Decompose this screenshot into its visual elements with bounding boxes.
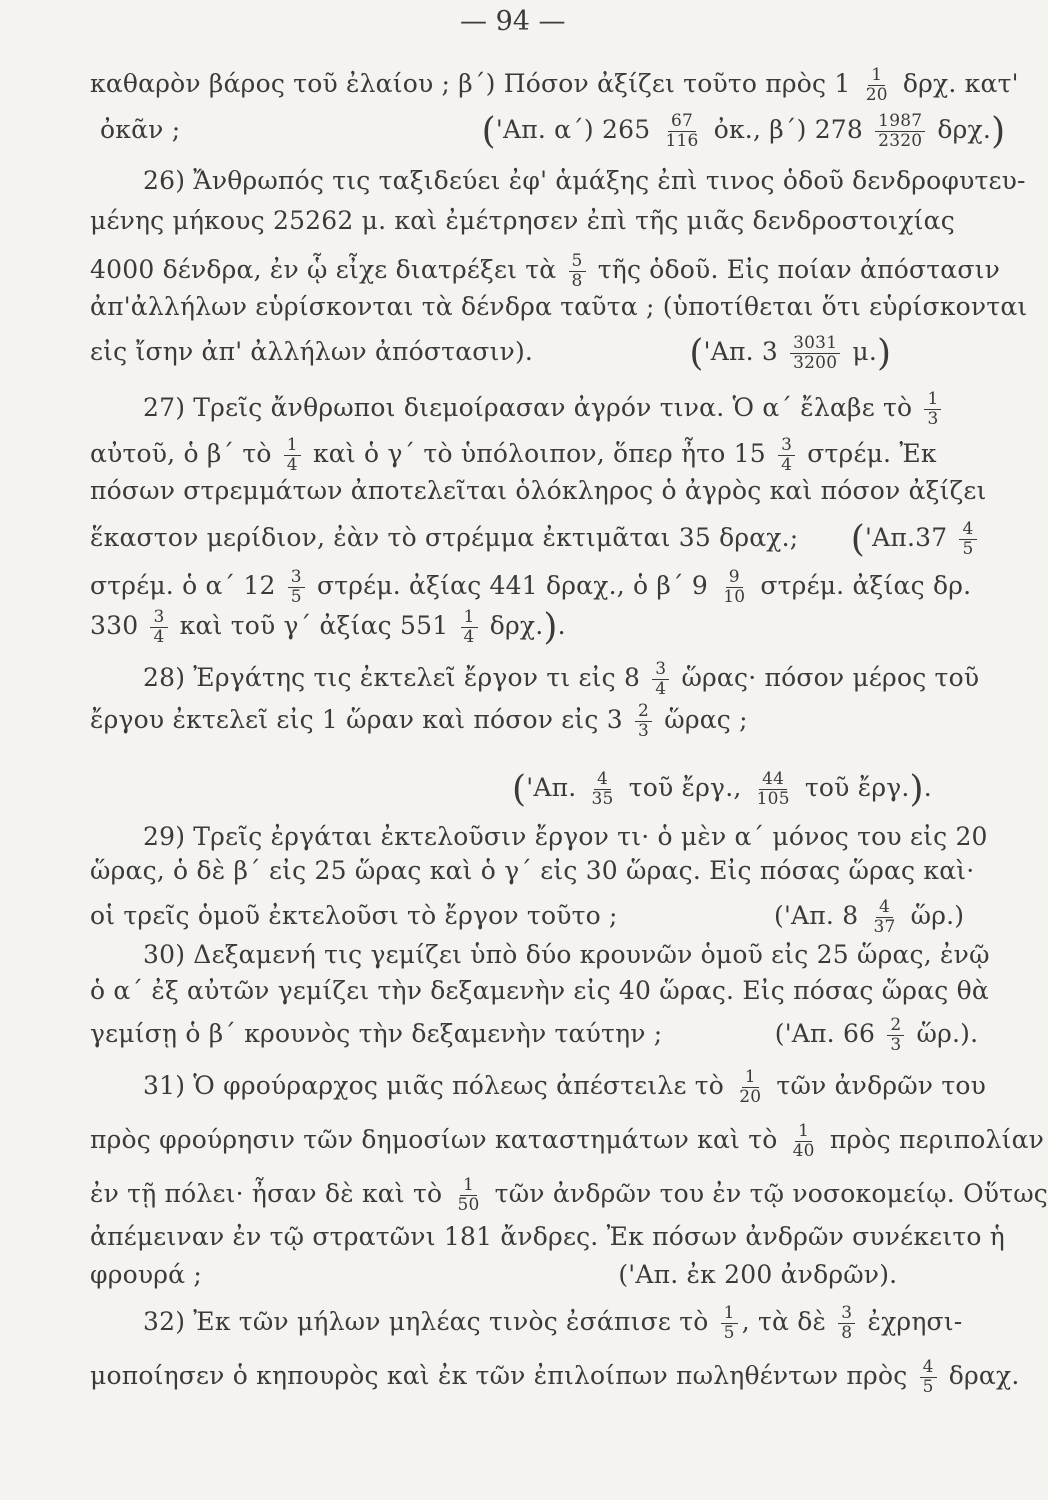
fraction: $\frac{1987}{2320}$	[875, 112, 925, 151]
answer-text: τοῦ ἔργ.	[804, 773, 910, 802]
text-segment: φρουρά ;	[90, 1260, 203, 1289]
text-segment: , τὰ δὲ	[741, 1307, 827, 1336]
fraction: $\frac{67}{116}$	[665, 111, 699, 151]
fraction: $\frac{1}{4}$	[284, 436, 301, 475]
fraction: $\frac{3}{4}$	[778, 436, 795, 475]
text-line-15	[90, 702, 748, 741]
text-segment: στρέμ. Ἐκ	[807, 439, 937, 468]
fraction: $\frac{2}{3}$	[887, 1016, 904, 1055]
fraction: $\frac{5}{8}$	[569, 252, 586, 291]
text-segment: γεμίσῃ ὁ β΄ κρουνὸς τὴν δεξαμενὴν ταύτην ;	[90, 1019, 663, 1048]
text-segment: εἰς ἴσην ἀπ' ἀλλήλων ἀπόστασιν).	[90, 337, 534, 366]
answer-text: 'Απ.37	[865, 523, 948, 552]
text-segment: καὶ τοῦ γ΄ ἀξίας 551	[179, 611, 449, 640]
text-segment: ἐχρησι-	[867, 1307, 963, 1336]
text-line-28	[143, 1304, 962, 1343]
fraction: $\frac{3}{5}$	[288, 568, 305, 607]
text-segment: δρχ. κατ'	[902, 69, 1019, 98]
text-line-13: 330 $\frac{3}{4}$ καὶ τοῦ γ΄ ἀξίας 551 $\frac{1}{4}$ δρχ.).	[90, 607, 566, 648]
text-line-20: 30) Δεξαμενή τις γεμίζει ὑπὸ δύο κρουνῶν ὁμοῦ εἰς 25 ὥρας, ἐνῷ	[143, 940, 990, 969]
text-segment: ἐν τῇ πόλει· ἦσαν δὲ καὶ τὸ	[90, 1179, 443, 1208]
text-segment: οἱ τρεῖς ὁμοῦ ἐκτελοῦσι τὸ ἔργον τοῦτο ;	[90, 901, 618, 930]
text-line-26: ἀπέμειναν ἐν τῷ στρατῶνι 181 ἄνδρες. Ἐκ πόσων ἀνδρῶν συνέκειτο ἡ	[90, 1222, 1005, 1251]
text-segment: 31) Ὁ φρούραρχος μιᾶς πόλεως ἀπέστειλε τὸ	[143, 1071, 725, 1100]
answer-text: 'Απ. 3	[703, 337, 778, 366]
text-segment: τῶν ἀνδρῶν του ἐν τῷ νοσοκομείῳ. Οὕτως	[494, 1179, 1048, 1208]
text-line-24	[90, 1122, 1044, 1161]
answer-text: τοῦ ἔργ.,	[628, 773, 742, 802]
text-line-16: ('Απ. $\frac{4}{35}$ τοῦ ἔργ., $\frac{44}{105}$ τοῦ ἔργ.).	[512, 769, 932, 810]
text-line-18: ὥρας, ὁ δὲ β΄ εἰς 25 ὥρας καὶ ὁ γ΄ εἰς 30 ὥρας. Εἰς πόσας ὥρας καὶ·	[90, 856, 975, 885]
answer-text: ('Απ. ἐκ 200 ἀνδρῶν).	[618, 1260, 898, 1289]
text-segment: ἕκαστον μερίδιον, ἐὰν τὸ στρέμμα ἐκτιμᾶται 35 δραχ.;	[90, 523, 799, 552]
text-segment: καθαρὸν βάρος τοῦ ἐλαίου ; β΄) Πόσον ἀξίζει τοῦτο πρὸς 1	[90, 69, 851, 98]
text-segment: 28) Ἐργάτης τις ἐκτελεῖ ἔργον τι εἰς 8	[143, 663, 641, 692]
answer-text: ὥρ.)	[910, 901, 965, 930]
text-line-17: 29) Τρεῖς ἐργάται ἐκτελοῦσιν ἔργον τι· ὁ μὲν α΄ μόνος του εἰς 20	[143, 822, 988, 851]
text-line-19	[90, 898, 964, 937]
fraction: $\frac{4}{5}$	[959, 520, 976, 559]
text-segment: στρέμ. ἀξίας 441 δραχ., ὁ β΄ 9	[316, 571, 709, 600]
answer-text: 'Απ. α΄) 265	[495, 115, 651, 144]
text-segment: 330	[90, 611, 139, 640]
fraction: $\frac{1}{20}$	[865, 65, 888, 105]
text-segment: 27) Τρεῖς ἄνθρωποι διεμοίρασαν ἀγρόν τινα. Ὁ α΄ ἔλαβε τὸ	[143, 393, 913, 422]
answer-text: ('Απ. 66	[774, 1019, 876, 1048]
text-segment: ἔργου ἐκτελεῖ εἰς 1 ὥραν καὶ πόσον εἰς 3	[90, 705, 623, 734]
fraction: $\frac{1}{5}$	[721, 1304, 738, 1343]
fraction: $\frac{44}{105}$	[756, 769, 790, 809]
text-line-23	[143, 1068, 986, 1107]
text-line-29	[90, 1358, 1019, 1397]
text-line-5	[90, 252, 1000, 291]
fraction: $\frac{1}{40}$	[792, 1121, 815, 1161]
text-segment: δρχ.	[489, 611, 544, 640]
fraction: $\frac{3}{4}$	[150, 608, 167, 647]
text-line-25	[90, 1176, 1048, 1215]
text-line-27	[90, 1260, 897, 1290]
fraction: $\frac{9}{10}$	[723, 567, 746, 607]
fraction: $\frac{3031}{3200}$	[790, 334, 840, 373]
text-line-6: ἀπ'ἀλλήλων εὑρίσκονται τὰ δένδρα ταῦτα ; (ὑποτίθεται ὅτι εὑρίσκονται	[90, 292, 1028, 321]
text-line-10: πόσων στρεμμάτων ἀποτελεῖται ὁλόκληρος ὁ ἀγρὸς καὶ πόσον ἀξίζει	[90, 476, 987, 505]
answer-text: 'Απ.	[526, 773, 577, 802]
text-line-3: 26) Ἄνθρωπός τις ταξιδεύει ἐφ' ἁμάξης ἐπὶ τινος ὁδοῦ δενδροφυτευ-	[143, 166, 1026, 195]
text-segment: μοποίησεν ὁ κηπουρὸς καὶ ἐκ τῶν ἐπιλοίπων πωληθέντων πρὸς	[90, 1361, 908, 1390]
text-segment: 32) Ἐκ τῶν μήλων μηλέας τινὸς ἐσάπισε τὸ	[143, 1307, 709, 1336]
fraction: $\frac{1}{20}$	[739, 1067, 762, 1107]
text-segment: καὶ ὁ γ΄ τὸ ὑπόλοιπον, ὅπερ ἦτο 15	[312, 439, 766, 468]
fraction: $\frac{4}{37}$	[873, 897, 896, 937]
fraction: $\frac{1}{4}$	[461, 608, 478, 647]
text-segment: στρέμ. ὁ α΄ 12	[90, 571, 276, 600]
text-segment: ὀκᾶν ;	[100, 115, 181, 144]
text-segment: ὥρας· πόσον μέρος τοῦ	[681, 663, 980, 692]
text-line-21: ὁ α΄ ἐξ αὐτῶν γεμίζει τὴν δεξαμενὴν εἰς 40 ὥρας. Εἰς πόσας ὥρας θὰ	[90, 976, 989, 1005]
fraction: $\frac{3}{4}$	[652, 660, 669, 699]
answer-text: ('Απ. 8	[773, 901, 859, 930]
text-segment: πρὸς φρούρησιν τῶν δημοσίων καταστημάτων καὶ τὸ	[90, 1125, 778, 1154]
answer-text: ὀκ., β΄) 278	[713, 115, 864, 144]
text-line-12	[90, 568, 971, 607]
text-segment: δραχ.	[948, 1361, 1020, 1390]
answer-text: ὥρ.).	[916, 1019, 979, 1048]
text-line-11: ἕκαστον μερίδιον, ἐὰν τὸ στρέμμα ἐκτιμᾶται 35 δραχ.; ('Απ.37 $\frac{4}{5}$	[90, 520, 981, 559]
text-line-1	[90, 66, 1019, 105]
fraction: $\frac{2}{3}$	[635, 702, 652, 741]
fraction: $\frac{4}{35}$	[591, 769, 614, 809]
text-segment: τῶν ἀνδρῶν του	[776, 1071, 987, 1100]
text-line-7: εἰς ἴσην ἀπ' ἀλλήλων ἀπόστασιν). ('Απ. 3 $\frac{3031}{3200}$ μ.)	[90, 333, 892, 374]
text-segment: στρέμ. ἀξίας δρ.	[760, 571, 972, 600]
text-segment: τῆς ὁδοῦ. Εἰς ποίαν ἀπόστασιν	[597, 255, 1001, 284]
text-line-2: ὀκᾶν ; ('Απ. α΄) 265 $\frac{67}{116}$ ὀκ., β΄) 278 $\frac{1987}{2320}$ δρχ.)	[100, 111, 1006, 152]
text-segment: 4000 δένδρα, ἐν ᾧ εἶχε διατρέξει τὰ	[90, 255, 557, 284]
text-segment: πρὸς περιπολίαν	[829, 1125, 1045, 1154]
text-line-9	[90, 436, 937, 475]
fraction: $\frac{4}{5}$	[920, 1358, 937, 1397]
text-line-14	[143, 660, 979, 699]
text-line-4: μένης μήκους 25262 μ. καὶ ἐμέτρησεν ἐπὶ τῆς μιᾶς δενδροστοιχίας	[90, 206, 955, 235]
page-number: — 94 —	[460, 6, 566, 37]
fraction: $\frac{3}{8}$	[838, 1304, 855, 1343]
text-line-8	[143, 390, 945, 429]
text-segment: ὥρας ;	[664, 705, 748, 734]
fraction: $\frac{1}{50}$	[457, 1175, 480, 1215]
fraction: $\frac{1}{3}$	[924, 390, 941, 429]
text-line-22	[90, 1016, 978, 1055]
answer-text: δρχ.	[937, 115, 992, 144]
answer-text: μ.	[852, 337, 877, 366]
text-segment: αὐτοῦ, ὁ β΄ τὸ	[90, 439, 272, 468]
